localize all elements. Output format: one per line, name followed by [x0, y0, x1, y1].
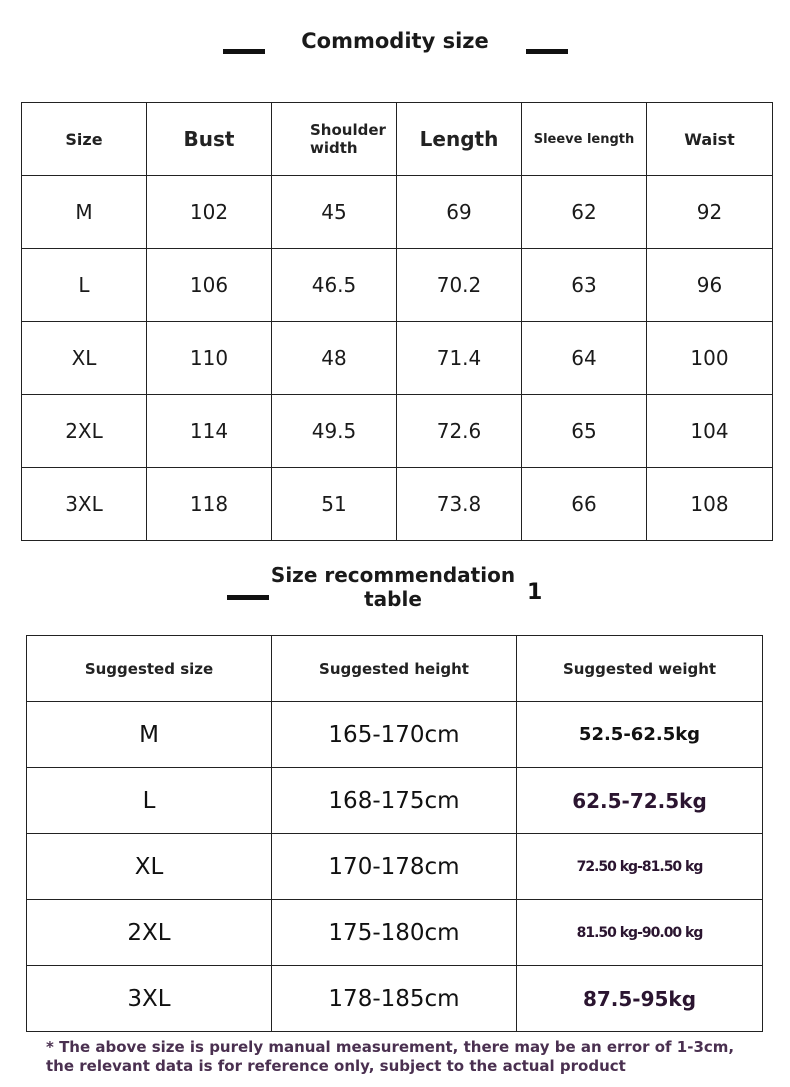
cell-waist: 92	[647, 176, 773, 249]
header-suggested-weight: Suggested weight	[517, 636, 763, 702]
header-size: Size	[22, 103, 147, 176]
table-row	[22, 322, 773, 395]
commodity-size-title: Commodity size	[301, 29, 489, 53]
footnote: * The above size is purely manual measurement, there may be an error of 1-3cm, the relevant data is for reference only, subject to the actual product	[46, 1038, 735, 1075]
table-row	[27, 834, 763, 900]
cell-size: L	[22, 249, 147, 322]
commodity-size-table	[21, 102, 773, 541]
cell-waist: 104	[647, 395, 773, 468]
header-suggested-height: Suggested height	[272, 636, 517, 702]
cell-weight: 72.50 kg-81.50 kg	[517, 834, 763, 900]
cell-length: 71.4	[397, 322, 522, 395]
cell-weight: 62.5-72.5kg	[517, 768, 763, 834]
cell-sleeve: 62	[522, 176, 647, 249]
cell-size: M	[27, 702, 272, 768]
title-dash-left	[223, 49, 265, 54]
header-shoulder-width: Shoulder width	[272, 103, 397, 176]
cell-bust: 114	[147, 395, 272, 468]
table-row	[22, 395, 773, 468]
cell-shoulder: 45	[272, 176, 397, 249]
cell-bust: 102	[147, 176, 272, 249]
cell-length: 73.8	[397, 468, 522, 541]
cell-waist: 108	[647, 468, 773, 541]
cell-size: XL	[22, 322, 147, 395]
cell-shoulder: 49.5	[272, 395, 397, 468]
cell-weight: 87.5-95kg	[517, 966, 763, 1032]
table-row	[22, 468, 773, 541]
cell-shoulder: 51	[272, 468, 397, 541]
cell-size: XL	[27, 834, 272, 900]
cell-sleeve: 63	[522, 249, 647, 322]
cell-weight: 52.5-62.5kg	[517, 702, 763, 768]
header-sleeve-length: Sleeve length	[522, 103, 647, 176]
cell-bust: 106	[147, 249, 272, 322]
cell-height: 175-180cm	[272, 900, 517, 966]
cell-waist: 96	[647, 249, 773, 322]
cell-bust: 118	[147, 468, 272, 541]
cell-size: L	[27, 768, 272, 834]
table-row	[22, 176, 773, 249]
cell-weight: 81.50 kg-90.00 kg	[517, 900, 763, 966]
cell-shoulder: 48	[272, 322, 397, 395]
table-row	[27, 900, 763, 966]
table-row	[22, 249, 773, 322]
header-suggested-size: Suggested size	[27, 636, 272, 702]
recommendation-badge: 1	[527, 580, 543, 605]
cell-length: 72.6	[397, 395, 522, 468]
table-row	[27, 966, 763, 1032]
recommendation-title-line1: Size recommendation	[270, 563, 516, 587]
header-waist: Waist	[647, 103, 773, 176]
cell-height: 178-185cm	[272, 966, 517, 1032]
cell-sleeve: 65	[522, 395, 647, 468]
title-dash-right	[526, 49, 568, 54]
cell-shoulder: 46.5	[272, 249, 397, 322]
table-row	[27, 768, 763, 834]
cell-size: 2XL	[27, 900, 272, 966]
cell-size: 3XL	[22, 468, 147, 541]
cell-length: 69	[397, 176, 522, 249]
recommendation-title	[270, 563, 516, 611]
table-row	[27, 702, 763, 768]
recommendation-title-line2: table	[364, 587, 422, 611]
rec-title-dash-left	[227, 595, 269, 600]
table-header-row	[22, 103, 773, 176]
cell-size: M	[22, 176, 147, 249]
cell-height: 165-170cm	[272, 702, 517, 768]
cell-sleeve: 64	[522, 322, 647, 395]
header-bust: Bust	[147, 103, 272, 176]
table-header-row	[27, 636, 763, 702]
cell-bust: 110	[147, 322, 272, 395]
cell-size: 2XL	[22, 395, 147, 468]
cell-size: 3XL	[27, 966, 272, 1032]
cell-length: 70.2	[397, 249, 522, 322]
header-length: Length	[397, 103, 522, 176]
size-recommendation-table	[26, 635, 763, 1032]
cell-height: 168-175cm	[272, 768, 517, 834]
cell-waist: 100	[647, 322, 773, 395]
cell-height: 170-178cm	[272, 834, 517, 900]
cell-sleeve: 66	[522, 468, 647, 541]
